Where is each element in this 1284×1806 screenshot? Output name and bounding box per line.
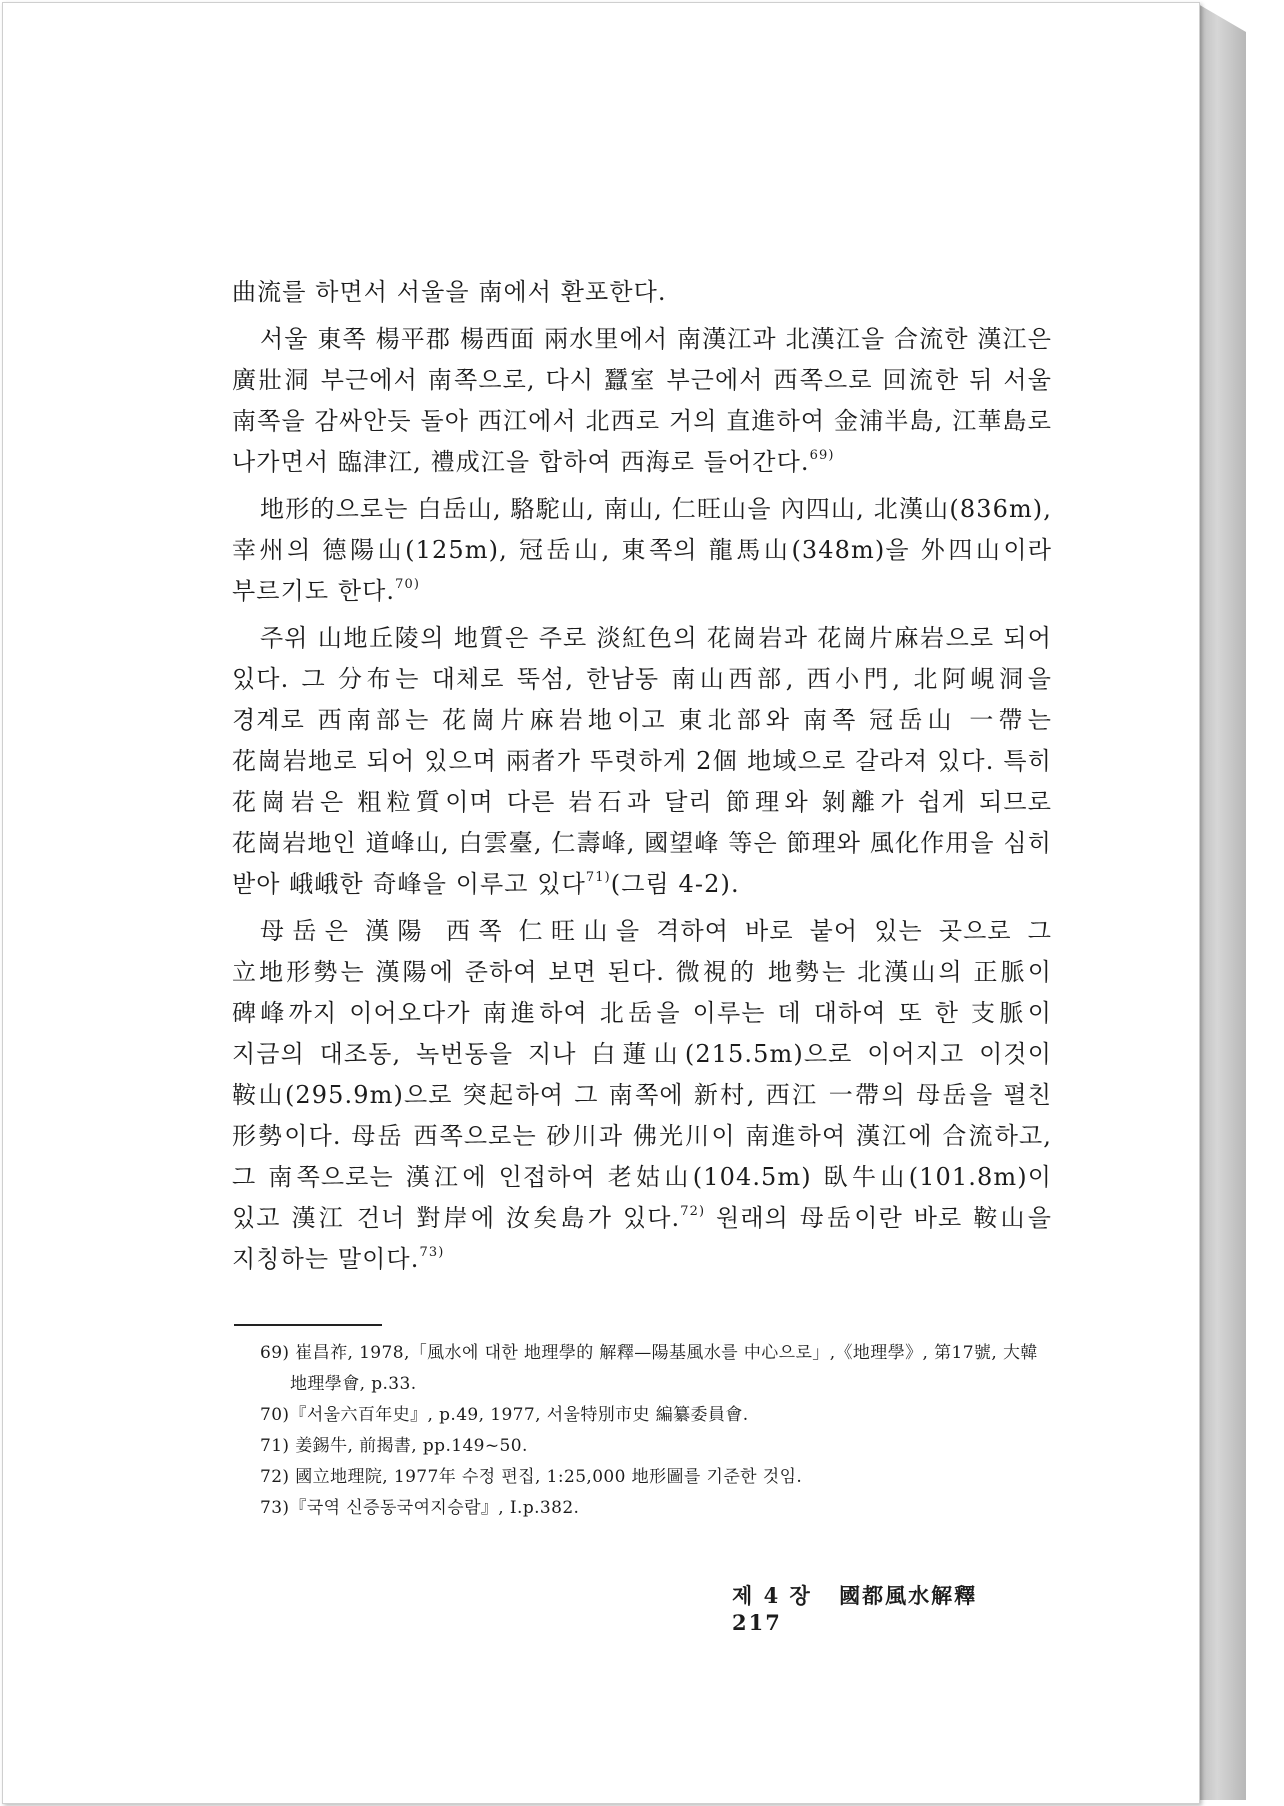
footnote-divider xyxy=(234,1324,382,1326)
footnote-70: 70)『서울六百年史』, p.49, 1977, 서울特別市史 編纂委員會. xyxy=(260,1405,749,1425)
page-body xyxy=(232,272,1052,1524)
paragraph-tail: 원래의 母岳이란 바로 鞍山을 지칭하는 말이다. xyxy=(232,1204,1052,1273)
paragraph-text: 曲流를 하면서 서울을 南에서 환포한다. xyxy=(232,278,667,306)
paragraph-4 xyxy=(232,618,1052,905)
footnote-69: 69) 崔昌祚, 1978,「風水에 대한 地理學的 解釋—陽基風水를 中心으로」,《地理學》, 第17號, 大韓地理學會, p.33. xyxy=(260,1343,1038,1394)
paragraph-5 xyxy=(232,911,1052,1280)
running-footer xyxy=(732,1580,1072,1635)
footnote-73: 73)『국역 신증동국여지승람』, I.p.382. xyxy=(260,1498,580,1518)
page-edge-shadow xyxy=(1198,4,1246,1800)
paragraph-3 xyxy=(232,489,1052,612)
footnotes-list xyxy=(232,1338,1052,1524)
footnote-ref[interactable]: 69) xyxy=(809,448,835,463)
footnote-ref[interactable]: 71) xyxy=(585,870,611,885)
footnote-ref[interactable]: 72) xyxy=(680,1204,706,1219)
paragraph-tail: (그림 4-2). xyxy=(610,870,740,898)
paragraph-text: 母岳은 漢陽 西쪽 仁旺山을 격하여 바로 붙어 있는 곳으로 그 立地形勢는 漢陽에 준하여 보면 된다. 微視的 地勢는 北漢山의 正脈이 碑峰까지 이어오다가 南進하여 北岳을 이루는 데 대하여 또 한 支脈이 지금의 대조동, 녹번동을 지나 白蓮山(215.5m)으로 이어지고 이것이 鞍山(295.9m)으로 突起하여 그 南쪽에 新村, 西江 一帶의 母岳을 펼친 形勢이다. 母岳 西쪽으로는 砂川과 佛光川이 南進하여 漢江에 合流하고, 그 南쪽으로는 漢江에 인접하여 老姑山(104.5m) 臥牛山(101.8m)이 있고 漢江 건너 對岸에 汝矣島가 있다. xyxy=(232,917,1052,1232)
paragraph-text: 주위 山地丘陵의 地質은 주로 淡紅色의 花崗岩과 花崗片麻岩으로 되어 있다. 그 分布는 대체로 뚝섬, 한남동 南山西部, 西小門, 北阿峴洞을 경계로 西南部는 花崗片麻岩地이고 東北部와 南쪽 冠岳山 一帶는 花崗岩地로 되어 있으며 兩者가 뚜렷하게 2個 地域으로 갈라져 있다. 특히 花崗岩은 粗粒質이며 다른 岩石과 달리 節理와 剝離가 쉽게 되므로 花崗岩地인 道峰山, 白雲臺, 仁壽峰, 國望峰 等은 節理와 風化作用을 심히 받아 峨峨한 奇峰을 이루고 있다 xyxy=(232,624,1052,898)
paragraph-text: 地形的으로는 白岳山, 駱駝山, 南山, 仁旺山을 內四山, 北漢山(836m), 幸州의 德陽山(125m), 冠岳山, 東쪽의 龍馬山(348m)을 外四山이라 부르기도 한다. xyxy=(232,495,1052,605)
paragraph-1 xyxy=(232,272,1052,313)
footnote-ref[interactable]: 73) xyxy=(419,1245,445,1260)
footnote-ref[interactable]: 70) xyxy=(395,577,421,592)
paragraph-2 xyxy=(232,319,1052,483)
chapter-label: 제 4 장 xyxy=(732,1583,812,1608)
footnote-72: 72) 國立地理院, 1977年 수정 편집, 1:25,000 地形圖를 기준한 것임. xyxy=(260,1467,803,1487)
paragraph-text: 서울 東쪽 楊平郡 楊西面 兩水里에서 南漢江과 北漢江을 合流한 漢江은 廣壯洞 부근에서 南쪽으로, 다시 蠶室 부근에서 西쪽으로 回流한 뒤 서울 南쪽을 감싸안듯 돌아 西江에서 北西로 거의 直進하여 金浦半島, 江華島로 나가면서 臨津江, 禮成江을 합하여 西海로 들어간다. xyxy=(232,325,1052,476)
chapter-title: 國都風水解釋 xyxy=(839,1583,978,1608)
footnote-71: 71) 姜錫牛, 前揭書, pp.149~50. xyxy=(260,1436,528,1456)
page-number: 217 xyxy=(732,1610,782,1635)
